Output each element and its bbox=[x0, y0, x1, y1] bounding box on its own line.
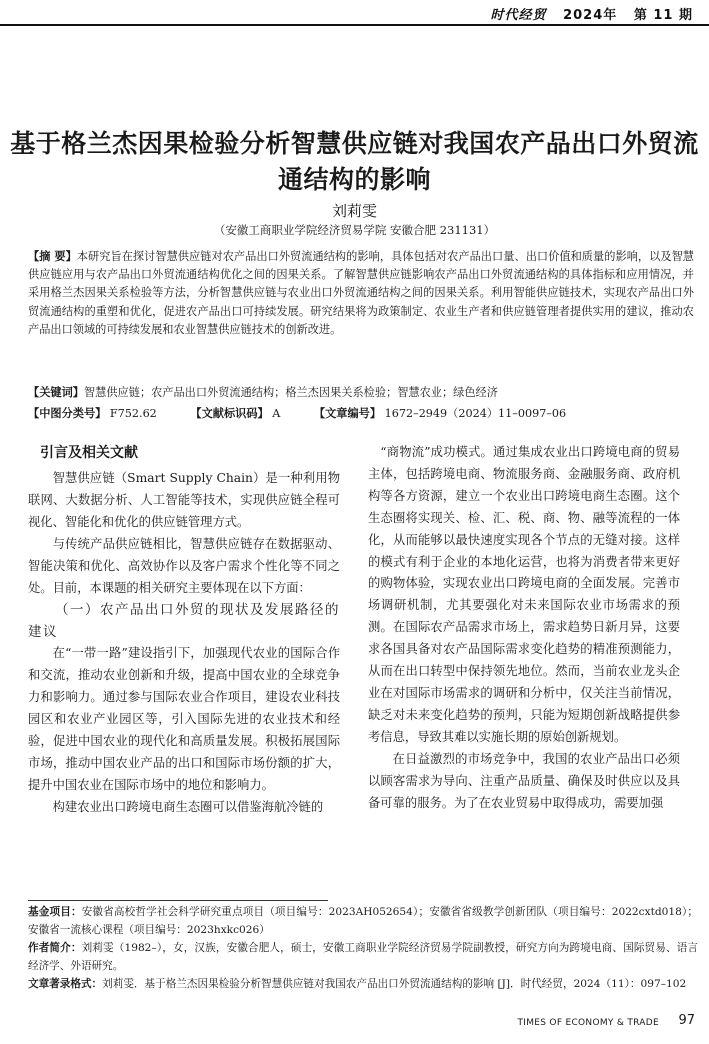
author-note bbox=[28, 939, 698, 975]
abstract-text: 本研究旨在探讨智慧供应链对农产品出口外贸流通结构的影响，具体包括对农产品出口量、出口价值和质量的影响，以及智慧供应链应用与农产品出口外贸流通结构优化之间的因果关系。了解智慧供应链影响农产品出口外贸流通结构的具体指标和应用情况，并采用格兰杰因果关系检验等方法，分析智慧供应链与农业出口外贸流通结构之间的因果关系。利用智能供应链技术，实现农产品出口外贸流通结构的重塑和优化，促进农产品出口可持续发展。研究结果将为政策制定、农业生产者和供应链管理者提供实用的建议，推动农产品出口领域的可持续发展和农业智慧供应链技术的创新改进。 bbox=[28, 250, 694, 336]
article-number-label: 【文章编号】 bbox=[313, 407, 382, 420]
keywords bbox=[28, 384, 694, 402]
footnote-rule bbox=[28, 900, 328, 901]
abstract bbox=[28, 248, 694, 339]
section-heading: 引言及相关文献 bbox=[40, 445, 138, 461]
citation-label: 文章著录格式： bbox=[28, 978, 103, 990]
body-paragraph: 在“一带一路”建设指引下，加强现代农业的国际合作和交流，推动农业创新和升级，提高中国农业的全球竞争力和影响力。通过参与国际农业合作项目，建设农业科技园区和农业产业园区等，引入国际先进的农业技术和经验，促进中国农业的现代化和高质量发展。积极拓展国际市场，推动中国农业产品的出口和国际市场份额的扩大，提升中国农业在国际市场中的地位和影响力。 bbox=[28, 646, 340, 792]
clc-label: 【中图分类号】 bbox=[28, 407, 107, 420]
body-paragraph: 与传统产品供应链相比，智慧供应链存在数据驱动、智能决策和优化、高效协作以及客户需求个性化等不同之处。目前，本课题的相关研究主要体现在以下方面： bbox=[28, 536, 340, 595]
keywords-text: 智慧供应链；农产品出口外贸流通结构；格兰杰因果关系检验；智慧农业；绿色经济 bbox=[83, 386, 498, 399]
doc-code-value: A bbox=[272, 407, 281, 420]
body-paragraph: 构建农业出口跨境电商生态圈可以借鉴海航冷链的 bbox=[52, 799, 324, 814]
fund-note bbox=[28, 903, 698, 939]
journal-name: 时代经贸 bbox=[490, 8, 547, 23]
author-bio-text: 刘莉雯（1982–），女，汉族，安徽合肥人，硕士，安徽工商职业学院经济贸易学院副教授，研究方向为跨境电商、国际贸易、语言经济学、外语研究。 bbox=[28, 942, 699, 972]
body-paragraph: 在日益激烈的市场竞争中，我国的农业产品出口必须以顾客需求为导向、注重产品质量、确保及时供应以及具备可靠的服务。为了在农业贸易中取得成功，需要加强 bbox=[368, 751, 680, 810]
doc-code-label: 【文献标识码】 bbox=[190, 407, 269, 420]
footer-journal-name: TIMES OF ECONOMY & TRADE bbox=[517, 1018, 659, 1028]
keywords-label: 【关键词】 bbox=[28, 386, 84, 399]
footnotes bbox=[28, 903, 698, 993]
abstract-label: 【摘 要】 bbox=[28, 250, 77, 263]
running-header bbox=[0, 0, 709, 26]
body-paragraph: “商物流”成功模式。通过集成农业出口跨境电商的贸易主体，包括跨境电商、物流服务商、金融服务商、政府机构等各方资源，建立一个农业出口跨境电商生态圈。这个生态圈将实现关、检、汇、税、商、物、融等流程的一体化，从而能够以最快速度实现各个节点的无缝对接。这样的模式有利于企业的本地化运营，也将为消费者带来更好的购物体验，实现农业出口跨境电商的全面发展。完善市场调研机制，尤其要强化对未来国际农业市场需求的预测。在国际农产品需求市场上，需求趋势日新月异，这要求各国具备对农产品国际需求变化趋势的精准预测能力，从而在出口转型中保持领先地位。然而，当前农业龙头企业在对国际市场需求的调研和分析中，仅关注当前情况，缺乏对未来变化趋势的预判，只能为短期创新战略提供参考信息，导致其难以实施长期的原始创新规划。 bbox=[368, 445, 680, 744]
subsection-heading: （一）农产品出口外贸的现状及发展路径的建议 bbox=[28, 602, 340, 641]
classification-row bbox=[28, 405, 694, 423]
header-text bbox=[490, 4, 693, 23]
clc-value: F752.62 bbox=[109, 407, 157, 420]
body-column-right bbox=[368, 442, 680, 814]
page-number: 97 bbox=[678, 1013, 695, 1028]
author-name: 刘莉雯 bbox=[331, 202, 377, 220]
citation-text: 刘莉雯．基于格兰杰因果检验分析智慧供应链对我国农产品出口外贸流通结构的影响 [J]．时代经贸，2024（11）：097–102 bbox=[102, 978, 687, 990]
fund-label: 基金项目： bbox=[28, 906, 82, 918]
journal-issue: 第 11 期 bbox=[633, 8, 693, 23]
author-affiliation: （安徽工商职业学院经济贸易学院 安徽合肥 231131） bbox=[213, 223, 496, 237]
header-rule bbox=[0, 24, 709, 26]
fund-text: 安徽省高校哲学社会科学研究重点项目（项目编号：2023AH052654）；安徽省省级教学创新团队（项目编号：2022cxtd018）；安徽省一流核心课程（项目编号：2023hxkc026） bbox=[28, 906, 699, 936]
author-bio-label: 作者简介： bbox=[28, 942, 82, 954]
article-title: 基于格兰杰因果检验分析智慧供应链对我国农产品出口外贸流通结构的影响 bbox=[10, 129, 699, 194]
citation-note bbox=[28, 975, 698, 993]
journal-year: 2024年 bbox=[563, 8, 618, 23]
body-column-left bbox=[28, 442, 340, 819]
body-paragraph: 智慧供应链（Smart Supply Chain）是一种利用物联网、大数据分析、人工智能等技术，实现供应链全程可视化、智能化和优化的供应链管理方式。 bbox=[28, 471, 340, 529]
article-number-value: 1672–2949（2024）11–0097–06 bbox=[384, 407, 567, 420]
